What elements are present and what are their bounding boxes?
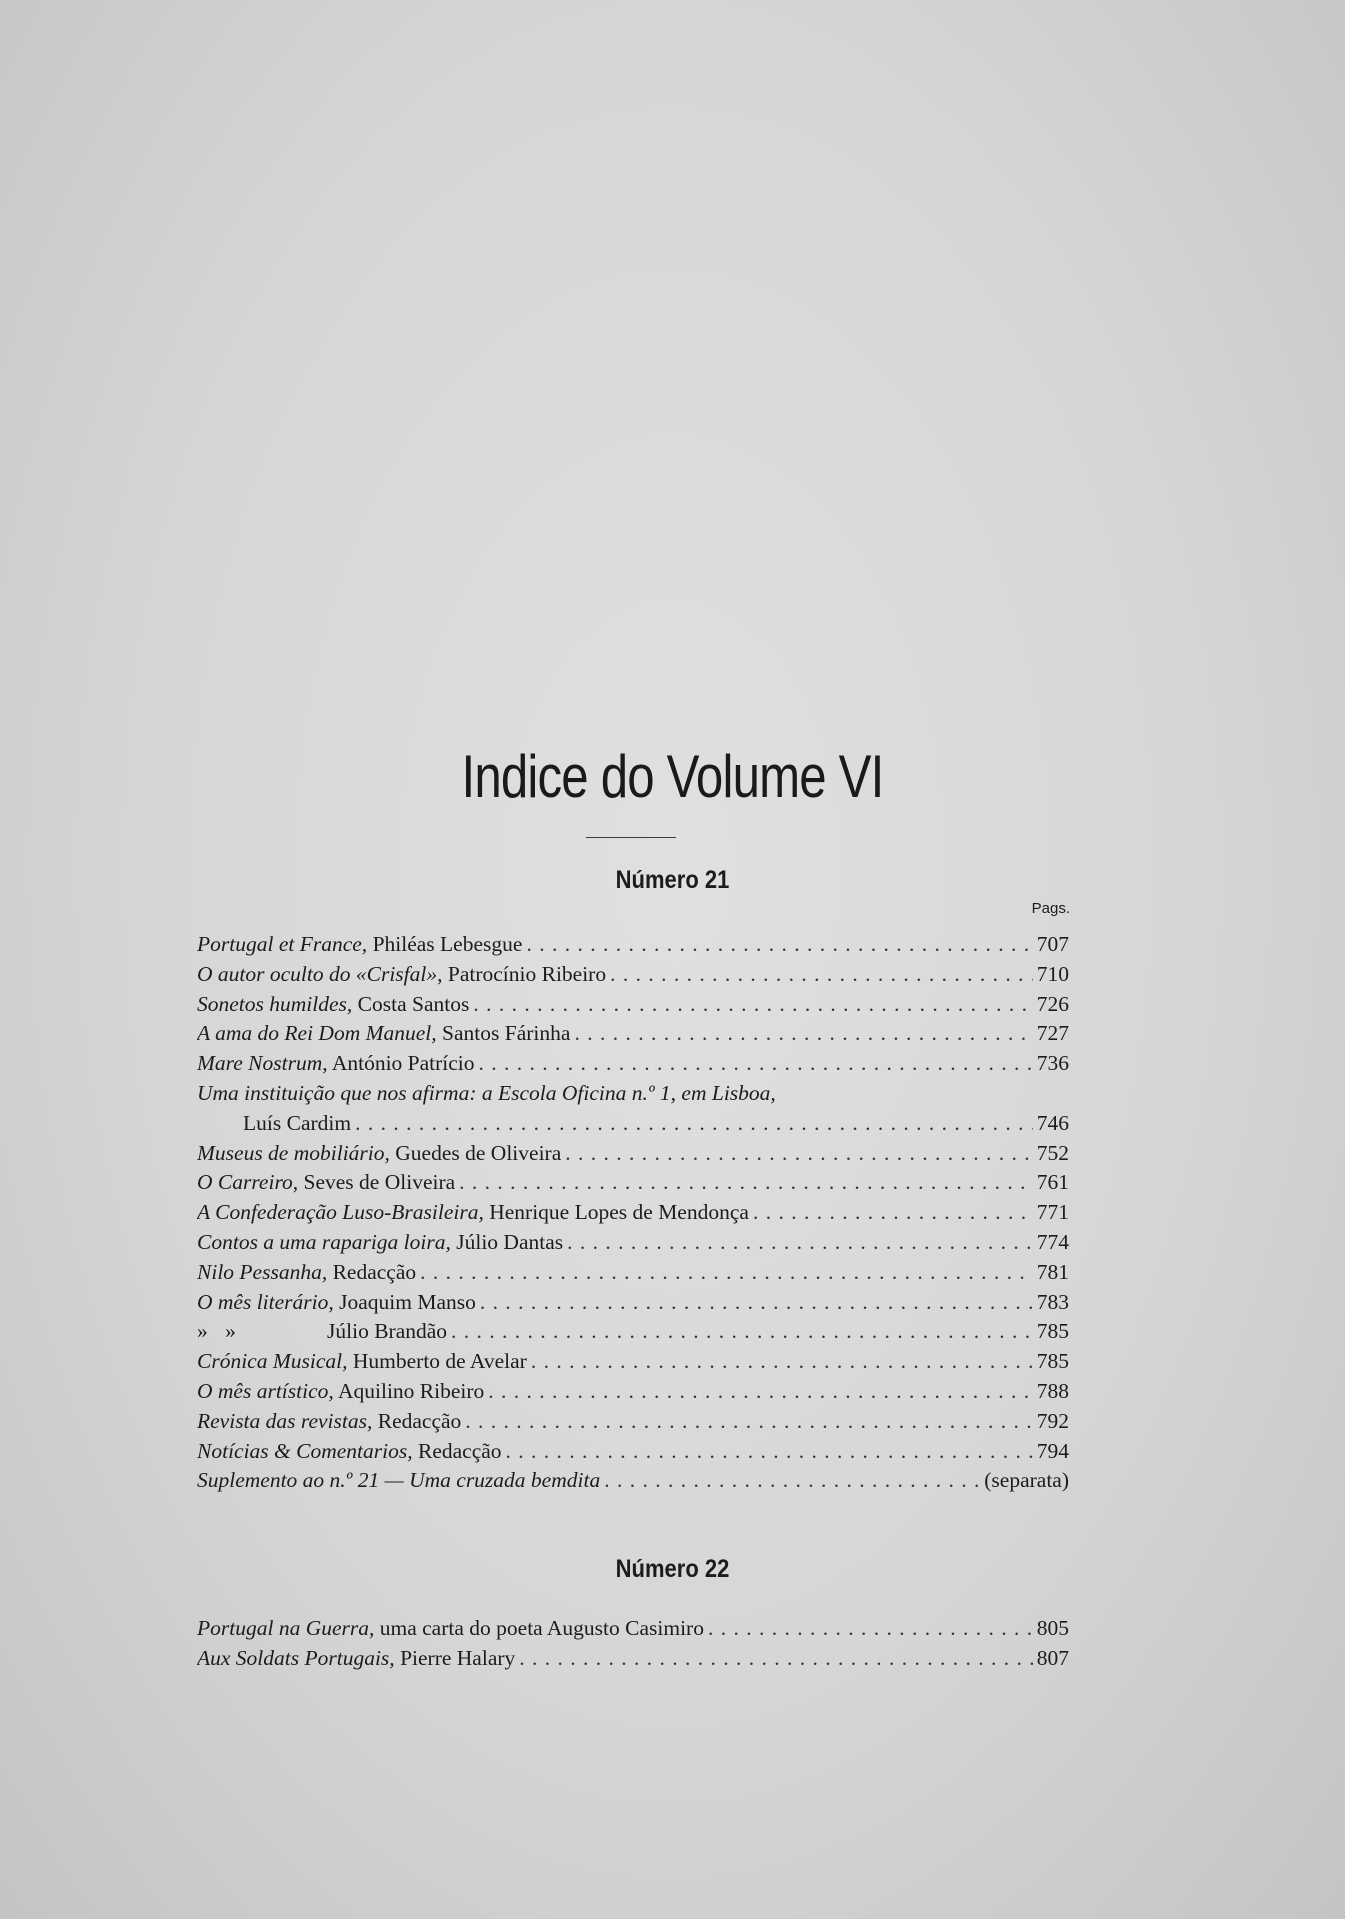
- entry-title: Portugal et France,: [197, 932, 368, 956]
- entry-author: Guedes de Oliveira: [395, 1140, 562, 1165]
- entry-page: 707: [1036, 932, 1069, 956]
- entry-page: 785: [1036, 1349, 1069, 1374]
- entry-author: Luís Cardim: [243, 1110, 352, 1135]
- entry-page: (separata): [984, 1468, 1069, 1493]
- toc-entry: [197, 1170, 1069, 1200]
- entry-author: Joaquim Manso: [339, 1289, 476, 1314]
- entry-title: O Carreiro,: [197, 1170, 299, 1195]
- entry-author: Júlio Brandão: [327, 1319, 448, 1344]
- toc-entry: [197, 1260, 1069, 1290]
- entry-page: 746: [1036, 1110, 1069, 1135]
- entry-author: Aquilino Ribeiro: [337, 1378, 485, 1403]
- entry-title: Revista das revistas,: [197, 1408, 373, 1433]
- leader-dots: [574, 1021, 1032, 1046]
- leader-dots: [506, 1439, 1033, 1464]
- entry-author: Redacção: [332, 1259, 417, 1284]
- entry-title: Mare Nostrum,: [197, 1051, 328, 1076]
- section-heading-21: Número 21: [615, 866, 730, 894]
- toc-list-22: [197, 1616, 1069, 1676]
- entry-title: O mês artístico,: [197, 1378, 334, 1403]
- entry-title: Suplemento ao n.º 21 — Uma cruzada bemdita: [197, 1468, 601, 1493]
- toc-entry: [197, 1646, 1069, 1676]
- entry-author: Redacção: [377, 1408, 462, 1433]
- entry-page: 774: [1036, 1229, 1069, 1254]
- toc-entry: [197, 1200, 1069, 1230]
- leader-dots: [480, 1290, 1033, 1315]
- entry-author: Philéas Lebesgue: [372, 932, 523, 956]
- entry-page: 792: [1036, 1408, 1069, 1433]
- leader-dots: [531, 1349, 1033, 1374]
- entry-title: Notícias & Comentarios,: [197, 1438, 413, 1463]
- entry-title: Portugal na Guerra,: [197, 1616, 375, 1640]
- entry-title: Sonetos humildes,: [197, 991, 353, 1016]
- toc-entry: [197, 1051, 1069, 1081]
- entry-page: 726: [1036, 991, 1069, 1016]
- entry-page: 771: [1036, 1200, 1069, 1225]
- toc-entry: [197, 1468, 1069, 1498]
- toc-entry: [197, 1081, 1069, 1111]
- entry-author: Humberto de Avelar: [352, 1349, 527, 1374]
- entry-page: 710: [1036, 961, 1069, 986]
- entry-author: Redacção: [417, 1438, 502, 1463]
- leader-dots: [610, 962, 1033, 987]
- toc-entry: [197, 932, 1069, 962]
- entry-author: Henrique Lopes de Mendonça: [489, 1200, 749, 1225]
- leader-dots: [519, 1646, 1032, 1671]
- ditto-marks: » »: [197, 1319, 242, 1344]
- leader-dots: [526, 932, 1032, 957]
- section-heading-22: Número 22: [615, 1555, 730, 1583]
- leader-dots: [565, 1141, 1033, 1166]
- entry-author: Seves de Oliveira: [303, 1170, 456, 1195]
- entry-title: O autor oculto do «Crisfal»,: [197, 961, 443, 986]
- leader-dots: [567, 1230, 1033, 1255]
- entry-title: A Confederação Luso-Brasileira,: [197, 1200, 484, 1225]
- entry-page: 781: [1036, 1259, 1069, 1284]
- toc-entry: [197, 1319, 1069, 1349]
- entry-page: 785: [1036, 1319, 1069, 1344]
- entry-page: 761: [1036, 1170, 1069, 1195]
- entry-title: A ama do Rei Dom Manuel,: [197, 1021, 437, 1046]
- entry-title: Uma instituição que nos afirma: a Escola Oficina n.º 1, em Lisboa,: [197, 1080, 776, 1105]
- entry-author: Pierre Halary: [400, 1645, 516, 1670]
- leader-dots: [465, 1409, 1032, 1434]
- toc-entry: [197, 1021, 1069, 1051]
- entry-title: O mês literário,: [197, 1289, 334, 1314]
- entry-title: Contos a uma rapariga loira,: [197, 1229, 451, 1254]
- leader-dots: [708, 1616, 1033, 1641]
- entry-page: 736: [1036, 1051, 1069, 1076]
- entry-title: Aux Soldats Portugais,: [197, 1645, 395, 1670]
- entry-author: Patrocínio Ribeiro: [447, 961, 607, 986]
- toc-entry: [197, 1409, 1069, 1439]
- page-title: Indice do Volume VI: [461, 743, 884, 810]
- toc-entry: [197, 1349, 1069, 1379]
- entry-author: Santos Fárinha: [442, 1021, 571, 1046]
- leader-dots: [604, 1468, 980, 1493]
- entry-page: 752: [1036, 1140, 1069, 1165]
- entry-title: Nilo Pessanha,: [197, 1259, 328, 1284]
- toc-entry: [197, 1290, 1069, 1320]
- toc-entry: [197, 1230, 1069, 1260]
- toc-entry: [197, 962, 1069, 992]
- entry-page: 783: [1036, 1289, 1069, 1314]
- entry-title: Crónica Musical,: [197, 1349, 348, 1374]
- entry-page: 794: [1036, 1438, 1069, 1463]
- toc-entry: [197, 992, 1069, 1022]
- entry-author: uma carta do poeta Augusto Casimiro: [379, 1616, 704, 1640]
- leader-dots: [753, 1200, 1033, 1225]
- entry-author: Costa Santos: [357, 991, 470, 1016]
- entry-author: António Patrício: [331, 1051, 475, 1076]
- leader-dots: [451, 1319, 1033, 1344]
- show-through-text: [190, 160, 1090, 191]
- entry-page: 788: [1036, 1378, 1069, 1403]
- leader-dots: [479, 1051, 1033, 1076]
- title-divider: [586, 837, 676, 838]
- toc-list-21: [197, 932, 1069, 1498]
- leader-dots: [459, 1170, 1033, 1195]
- leader-dots: [488, 1379, 1032, 1404]
- toc-entry: [197, 1379, 1069, 1409]
- entry-page: 807: [1036, 1645, 1069, 1670]
- entry-page: 805: [1036, 1616, 1069, 1640]
- leader-dots: [420, 1260, 1033, 1285]
- leader-dots: [473, 992, 1032, 1017]
- toc-entry-continuation: [197, 1111, 1069, 1141]
- toc-entry: [197, 1439, 1069, 1469]
- leader-dots: [355, 1111, 1033, 1136]
- entry-page: 727: [1036, 1021, 1069, 1046]
- pages-column-label: Pags.: [1031, 900, 1070, 917]
- toc-entry: [197, 1141, 1069, 1171]
- entry-author: Júlio Dantas: [456, 1229, 564, 1254]
- entry-title: Museus de mobiliário,: [197, 1140, 390, 1165]
- toc-entry: [197, 1616, 1069, 1646]
